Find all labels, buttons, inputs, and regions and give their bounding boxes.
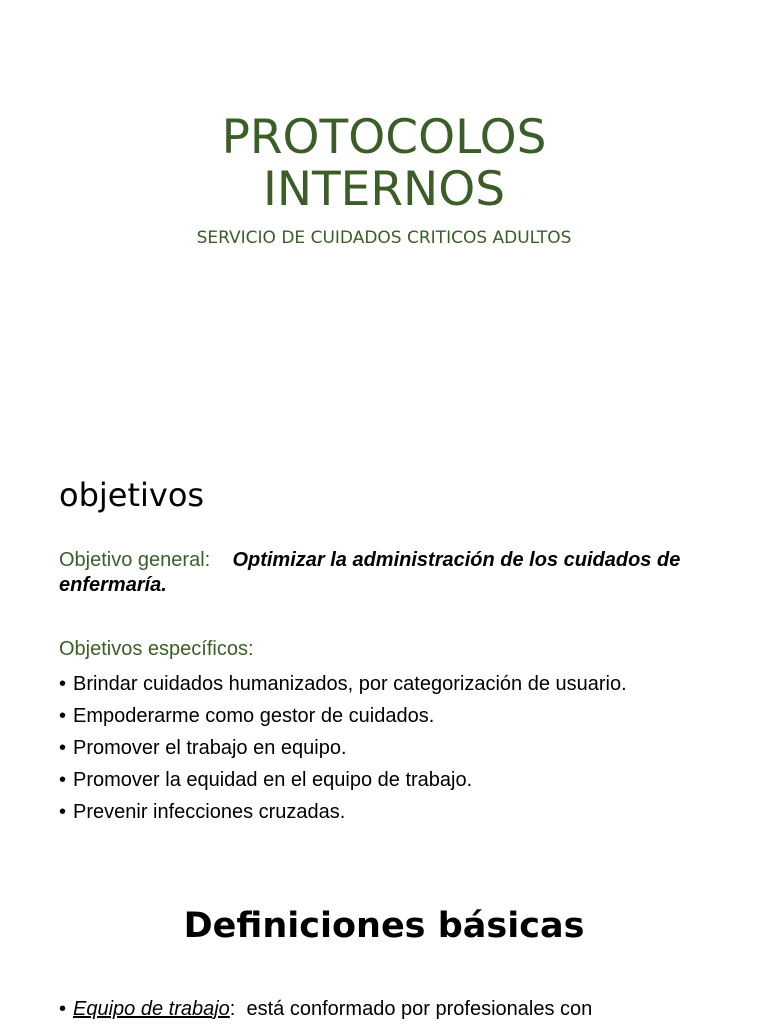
specific-objective-text: Promover el trabajo en equipo. bbox=[73, 737, 347, 759]
bullet-icon: • bbox=[59, 737, 67, 759]
bullet-icon: • bbox=[59, 801, 67, 823]
slide-title bbox=[0, 112, 768, 216]
bullet-icon: • bbox=[59, 769, 67, 791]
list-item bbox=[59, 670, 739, 702]
slide-title-line-2: INTERNOS bbox=[262, 162, 506, 217]
bullet-icon: • bbox=[59, 673, 67, 695]
bullet-icon: • bbox=[59, 998, 67, 1020]
specific-objectives-label: Objetivos específicos: bbox=[59, 638, 254, 660]
definitions-heading: Definiciones básicas bbox=[183, 906, 585, 946]
specific-objective-text: Prevenir infecciones cruzadas. bbox=[73, 801, 346, 823]
definition-term: Equipo de trabajo bbox=[73, 998, 230, 1020]
general-objective-text: Optimizar la administración de los cuidados de enfermaría. bbox=[59, 549, 681, 596]
definition-text: está conformado por profesionales con bbox=[246, 998, 593, 1020]
slide-title-line-1: PROTOCOLOS bbox=[221, 110, 547, 165]
specific-objective-text: Empoderarme como gestor de cuidados. bbox=[73, 705, 435, 727]
general-objective bbox=[59, 548, 699, 598]
list-item bbox=[59, 798, 739, 830]
definitions-list bbox=[59, 998, 739, 1021]
specific-objective-text: Brindar cuidados humanizados, por categorización de usuario. bbox=[73, 673, 627, 695]
objectives-heading: objetivos bbox=[59, 476, 205, 514]
general-objective-label: Objetivo general: bbox=[59, 549, 211, 571]
specific-objective-text: Promover la equidad en el equipo de trabajo. bbox=[73, 769, 473, 791]
slide-subtitle: SERVICIO DE CUIDADOS CRITICOS ADULTOS bbox=[196, 228, 572, 248]
list-item bbox=[59, 734, 739, 766]
list-item bbox=[59, 766, 739, 798]
bullet-icon: • bbox=[59, 705, 67, 727]
list-item bbox=[59, 998, 739, 1021]
list-item bbox=[59, 702, 739, 734]
specific-objectives-list bbox=[59, 670, 739, 830]
definition-separator: : bbox=[229, 998, 236, 1020]
